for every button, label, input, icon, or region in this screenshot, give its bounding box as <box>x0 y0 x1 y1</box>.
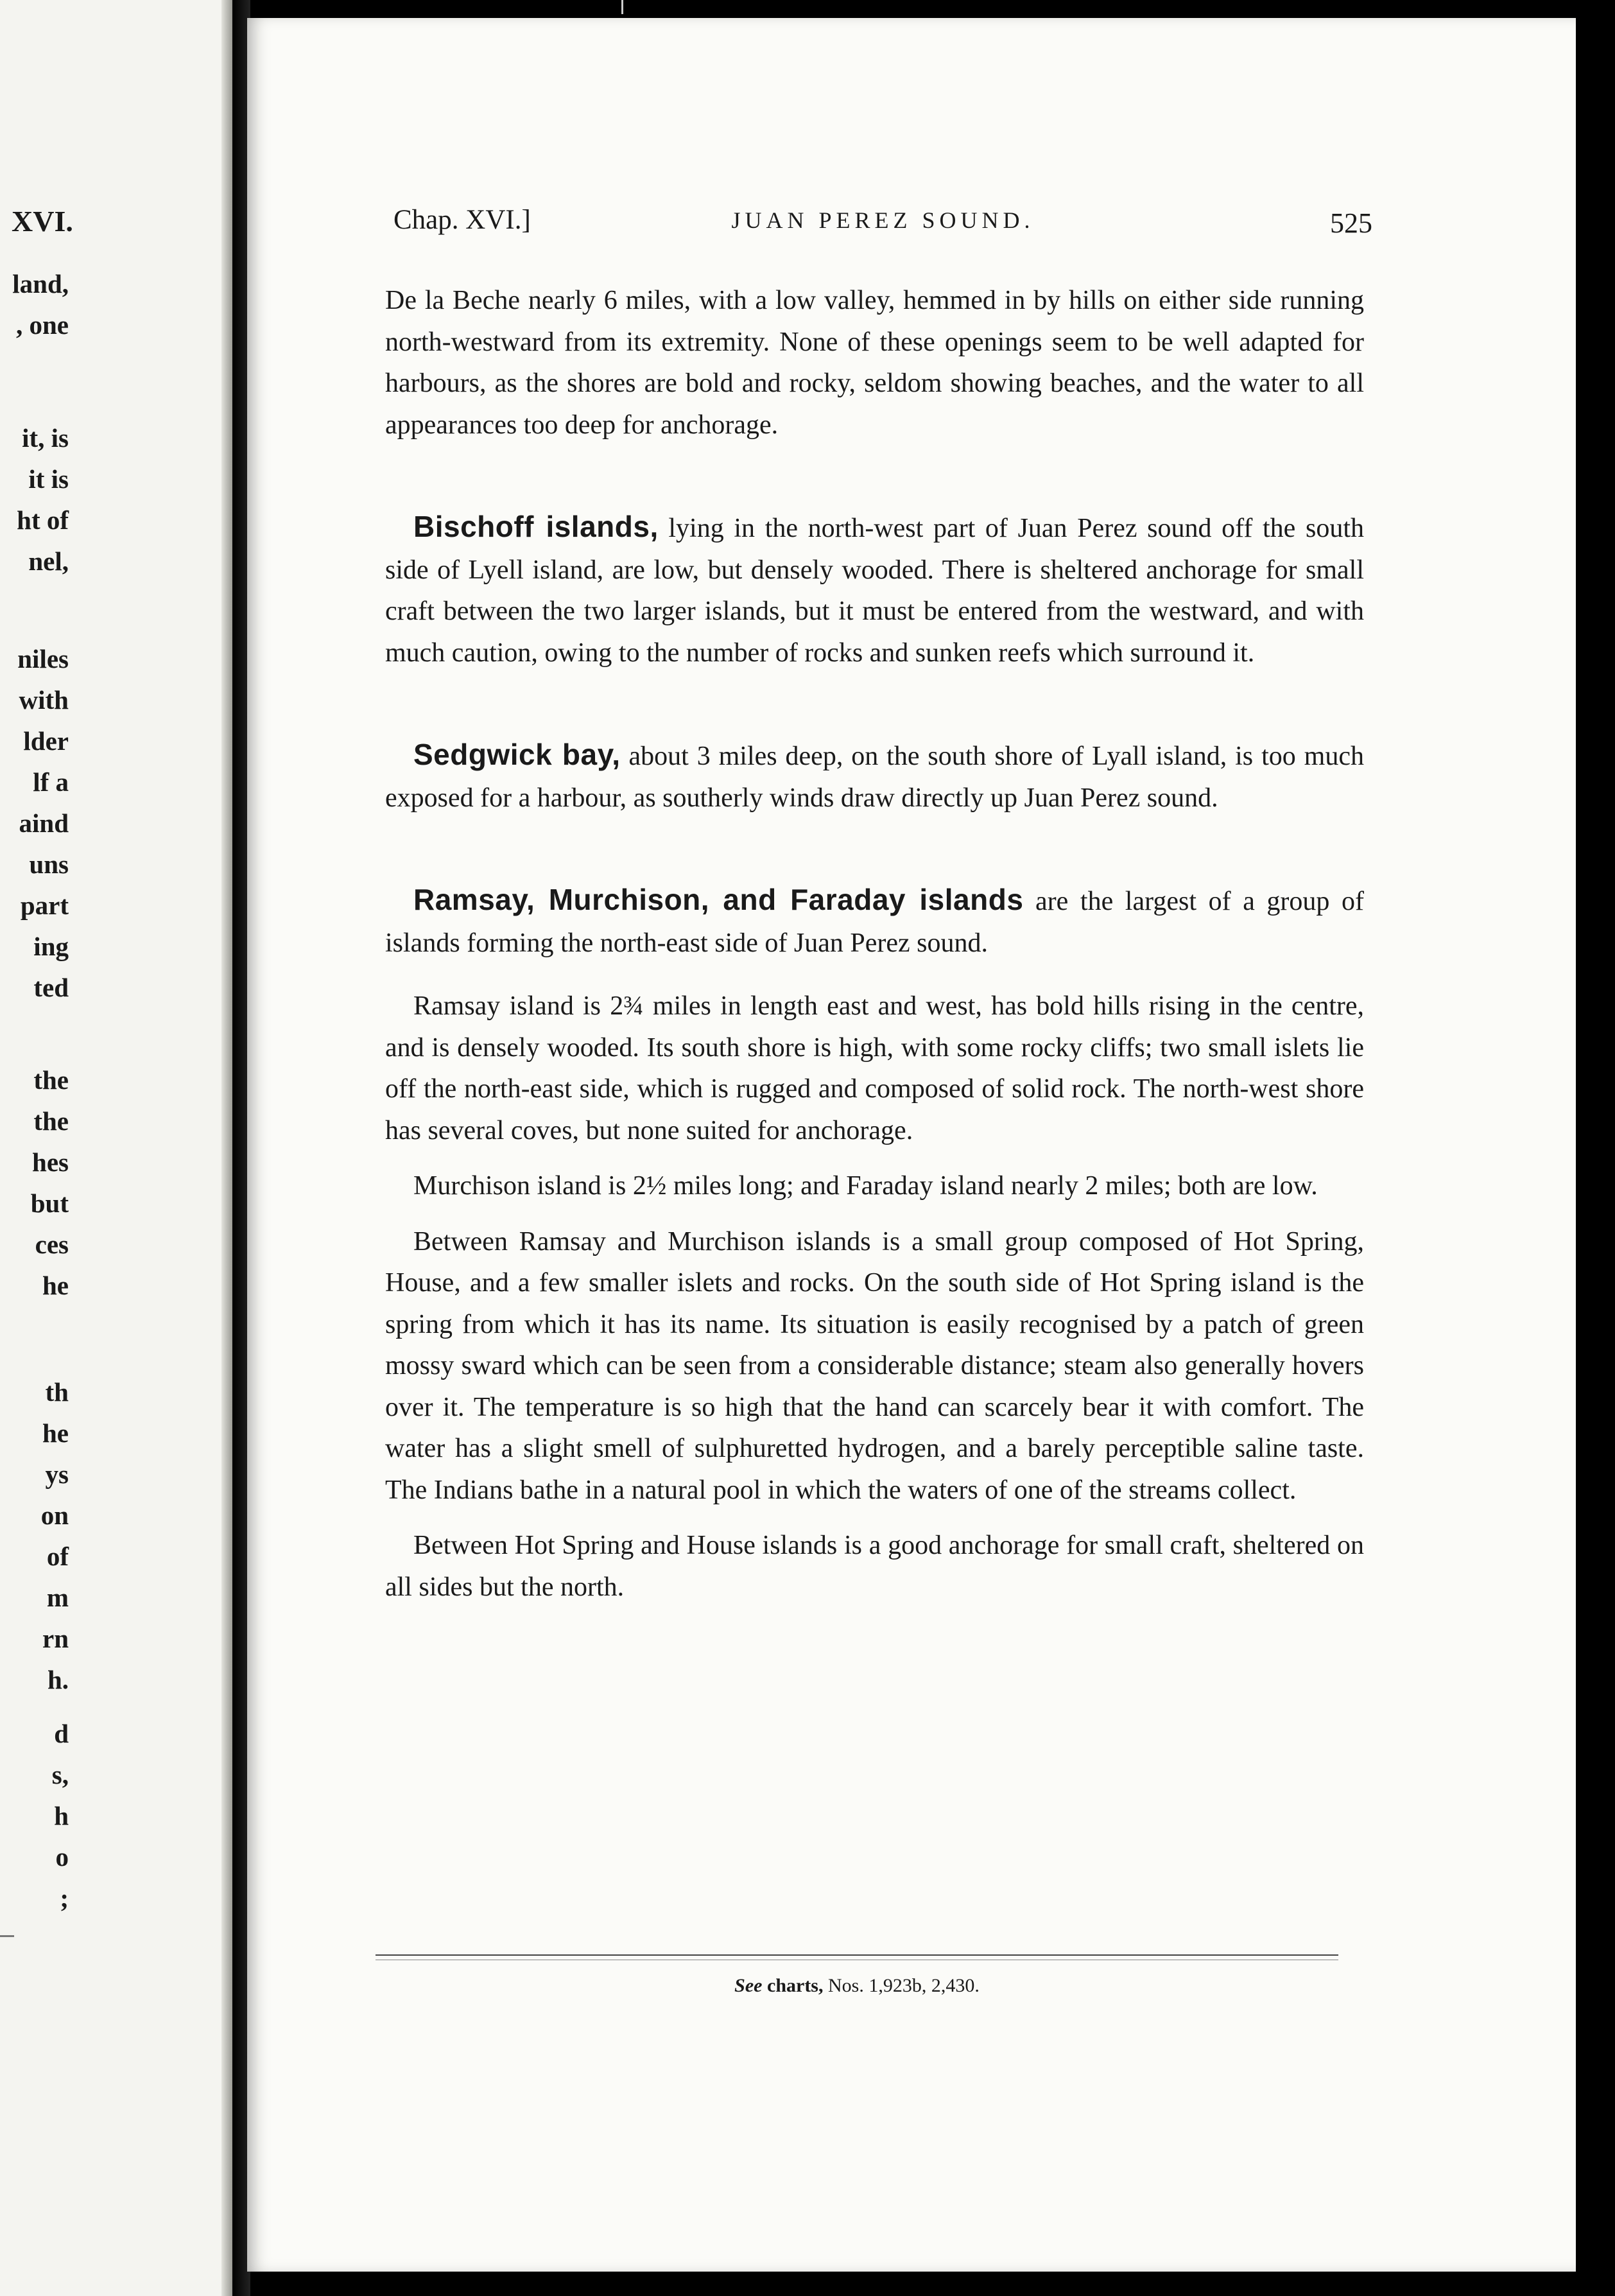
facing-page-line: hes <box>32 1147 69 1177</box>
paragraph-hot-spring <box>385 1221 1364 1511</box>
facing-page-line: the <box>33 1065 69 1095</box>
facing-page-line: aind <box>19 808 69 838</box>
paragraph-text: Between Hot Spring and House islands is a good anchorage for small craft, sheltered on all sides but the north. <box>385 1531 1364 1602</box>
paragraph-sedgwick <box>385 734 1364 819</box>
facing-page-line: nel, <box>28 546 69 576</box>
facing-page-line: rn <box>42 1624 69 1653</box>
paragraph <box>385 280 1364 446</box>
running-header <box>393 204 1372 243</box>
facing-page-header: XVI. <box>12 205 73 238</box>
scan-border <box>1576 0 1615 2296</box>
footer-chart-numbers: Nos. 1,923b, 2,430. <box>827 1975 980 1996</box>
facing-page-line: s, <box>51 1760 69 1789</box>
paragraph-anchorage <box>385 1525 1364 1608</box>
paragraph-text: about 3 miles deep, on the south shore of Lyall island, is too much exposed for a harbour, as southerly winds draw directly up Juan Perez sound. <box>385 742 1364 813</box>
facing-page-line: th <box>45 1377 69 1407</box>
paragraph-text: Murchison island is 2½ miles long; and Faraday island nearly 2 miles; both are low. <box>413 1171 1318 1201</box>
facing-page-line: part <box>20 891 69 920</box>
facing-page-line: he <box>42 1271 69 1300</box>
facing-page-line: lder <box>23 726 69 756</box>
page-number: 525 <box>1330 207 1372 239</box>
body-text <box>385 280 1364 1608</box>
paragraph-text: lying in the north-west part of Juan Perez sound off the south side of Lyell island, are low, but densely wooded. There is sheltered anchorage for small craft between the two larger islands, but it must be entered from the westward, and with much caution, owing to the number of rocks and sunken reefs which surround it. <box>385 514 1364 668</box>
chapter-label: Chap. XVI.] <box>393 205 531 235</box>
facing-page-line: lf a <box>33 767 69 797</box>
paragraph-heading: Bischoff islands, <box>413 510 659 543</box>
page-title: JUAN PEREZ SOUND. <box>731 207 1035 233</box>
facing-page-line: ht of <box>17 505 69 535</box>
facing-page-line: o <box>55 1842 69 1872</box>
paragraph-text: are the largest of a group of islands forming the north-east side of Juan Perez sound. <box>385 887 1365 958</box>
facing-page-line: of <box>46 1542 69 1571</box>
footer-see: See <box>734 1975 763 1996</box>
paragraph-ramsay-group <box>385 879 1364 964</box>
scan-mark <box>621 0 623 14</box>
facing-page-rule <box>0 1935 14 1937</box>
paragraph-text: Between Ramsay and Murchison islands is a small group composed of Hot Spring, House, and a few smaller islets and rocks. On the south side of Hot Spring island is the spring from which it has its name. Its situation is easily recognised by a patch of green mossy sward which can be seen from a considerable distance; steam also generally hovers over it. The temperature is so high that the hand can scarcely bear it with comfort. The water has a slight smell of sulphuretted hydrogen, and a barely perceptible saline taste. The Indians bathe in a natural pool in which the waters of one of the streams collect. <box>385 1226 1364 1505</box>
facing-page-line: with <box>19 685 69 715</box>
paragraph-text: De la Beche nearly 6 miles, with a low valley, hemmed in by hills on either side running north-westward from its extremity. None of these openings seem to be well adapted for harbours, as the shores are bold and rocky, seldom showing beaches, and the water to all appearances too deep for anchorage. <box>385 286 1364 440</box>
facing-page-line: land, <box>12 269 69 299</box>
paragraph-heading: Ramsay, Murchison, and Faraday islands <box>413 883 1024 916</box>
facing-page-line: it is <box>28 464 69 494</box>
facing-page-line: ces <box>35 1230 69 1259</box>
facing-page <box>0 0 232 2296</box>
paragraph-murchison <box>385 1165 1364 1207</box>
paragraph-text: Ramsay island is 2¾ miles in length east and west, has bold hills rising in the centre, and is densely wooded. Its south shore is high, with some rocky cliffs; two small islets lie off the north-east side, which is rugged and composed of solid rock. The north-west shore has several coves, but none suited for anchorage. <box>385 991 1364 1145</box>
facing-page-line: but <box>30 1188 69 1218</box>
facing-page-line: ; <box>60 1883 69 1913</box>
facing-page-line: , one <box>16 310 69 340</box>
facing-page-line: ing <box>33 932 69 961</box>
facing-page-line: m <box>46 1583 69 1612</box>
facing-page-line: ted <box>33 973 69 1002</box>
facing-page-line: ys <box>45 1459 69 1489</box>
paragraph-heading: Sedgwick bay, <box>413 738 621 771</box>
facing-page-line: niles <box>17 644 69 674</box>
paragraph-bischoff <box>385 506 1364 674</box>
main-page <box>247 18 1576 2272</box>
facing-page-line: h. <box>47 1665 69 1694</box>
facing-page-line: he <box>42 1418 69 1448</box>
facing-page-line: uns <box>29 849 69 879</box>
facing-page-line: on <box>40 1500 69 1530</box>
paragraph-ramsay-island <box>385 986 1364 1151</box>
facing-page-line: d <box>54 1719 69 1748</box>
facing-page-line: the <box>33 1106 69 1136</box>
chart-reference <box>376 1975 1338 1997</box>
facing-page-line: it, is <box>22 423 69 453</box>
facing-page-line: h <box>54 1801 69 1831</box>
footer-charts: charts, <box>767 1975 824 1996</box>
page-gutter <box>221 0 232 2296</box>
footer-rule <box>376 1954 1338 1956</box>
